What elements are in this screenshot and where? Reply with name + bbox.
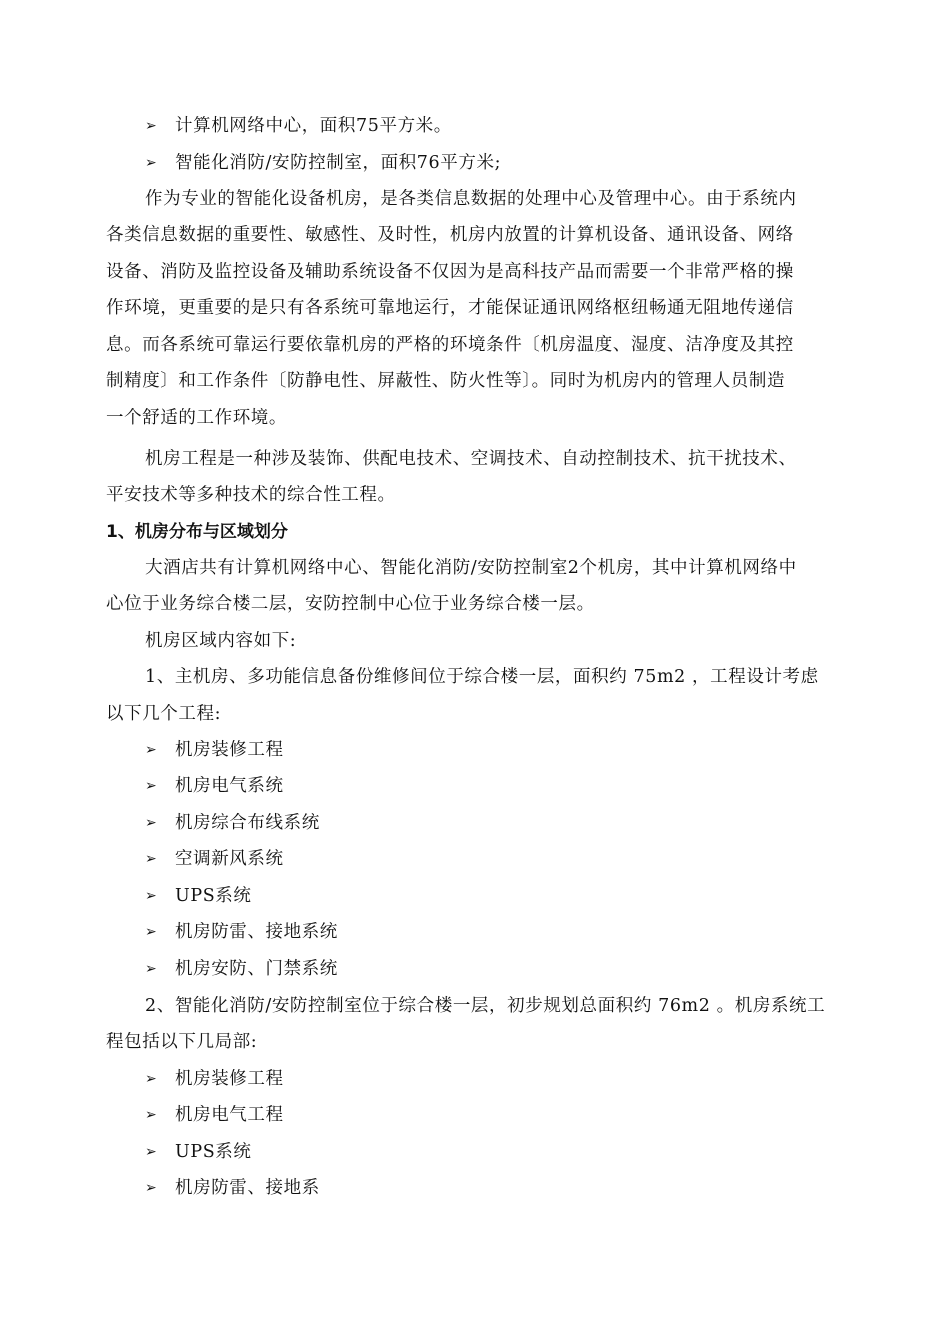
arrow-bullet-icon: ➢ <box>145 961 157 977</box>
paragraph-line: 息。而各系统可靠运行要依靠机房的严格的环境条件〔机房温度、湿度、洁净度及其控 <box>106 335 794 355</box>
list-item-text: UPS系统 <box>175 1142 252 1162</box>
paragraph-line: 各类信息数据的重要性、敏感性、及时性，机房内放置的计算机设备、通讯设备、网络 <box>106 225 794 245</box>
arrow-bullet-icon: ➢ <box>145 851 157 867</box>
arrow-bullet-icon: ➢ <box>145 1107 157 1123</box>
list-item <box>145 847 845 871</box>
arrow-bullet-icon: ➢ <box>145 888 157 904</box>
paragraph-line: 1、主机房、多功能信息备份维修间位于综合楼一层，面积约 75m2 ，工程设计考虑 <box>145 667 819 687</box>
list-item-text: 机房综合布线系统 <box>175 813 320 833</box>
paragraph-line: 程包括以下几局部: <box>106 1032 258 1052</box>
arrow-bullet-icon: ➢ <box>145 118 157 134</box>
list-item-text: 机房装修工程 <box>175 1069 284 1089</box>
list-item-text: 计算机网络中心，面积75平方米。 <box>175 116 452 136</box>
section-heading: 1、机房分布与区域划分 <box>106 522 288 542</box>
list-item <box>145 920 845 944</box>
list-item <box>145 811 845 835</box>
list-item <box>145 957 845 981</box>
list-item <box>145 1067 845 1091</box>
list-item <box>145 151 845 175</box>
list-item-text: 机房防雷、接地系统 <box>175 922 338 942</box>
arrow-bullet-icon: ➢ <box>145 1180 157 1196</box>
arrow-bullet-icon: ➢ <box>145 924 157 940</box>
list-item <box>145 884 845 908</box>
list-item-text: 机房安防、门禁系统 <box>175 959 338 979</box>
list-item-text: 机房电气系统 <box>175 776 284 796</box>
paragraph-line: 作环境，更重要的是只有各系统可靠地运行，才能保证通讯网络枢纽畅通无阻地传递信 <box>106 298 794 318</box>
paragraph-line: 机房区域内容如下: <box>145 631 297 651</box>
arrow-bullet-icon: ➢ <box>145 1144 157 1160</box>
list-item <box>145 114 845 138</box>
arrow-bullet-icon: ➢ <box>145 155 157 171</box>
paragraph-line: 平安技术等多种技术的综合性工程。 <box>106 485 396 505</box>
paragraph-line: 一个舒适的工作环境。 <box>106 408 287 428</box>
arrow-bullet-icon: ➢ <box>145 815 157 831</box>
list-item <box>145 1140 845 1164</box>
paragraph-line: 大酒店共有计算机网络中心、智能化消防/安防控制室2个机房，其中计算机网络中 <box>145 558 797 578</box>
arrow-bullet-icon: ➢ <box>145 742 157 758</box>
list-item-text: 机房电气工程 <box>175 1105 284 1125</box>
paragraph-line: 作为专业的智能化设备机房，是各类信息数据的处理中心及管理中心。由于系统内 <box>145 189 797 209</box>
list-item-text: UPS系统 <box>175 886 252 906</box>
arrow-bullet-icon: ➢ <box>145 778 157 794</box>
paragraph-line: 机房工程是一种涉及装饰、供配电技术、空调技术、自动控制技术、抗干扰技术、 <box>145 449 797 469</box>
list-item <box>145 1176 845 1200</box>
list-item <box>145 774 845 798</box>
list-item-text: 机房装修工程 <box>175 740 284 760</box>
paragraph-line: 制精度〕和工作条件〔防静电性、屏蔽性、防火性等〕。同时为机房内的管理人员制造 <box>106 371 786 391</box>
paragraph-line: 2、智能化消防/安防控制室位于综合楼一层，初步规划总面积约 76m2 。机房系统工 <box>145 996 826 1016</box>
paragraph-line: 设备、消防及监控设备及辅助系统设备不仅因为是高科技产品而需要一个非常严格的操 <box>106 262 794 282</box>
list-item <box>145 738 845 762</box>
list-item <box>145 1103 845 1127</box>
list-item-text: 空调新风系统 <box>175 849 284 869</box>
list-item-text: 智能化消防/安防控制室，面积76平方米; <box>175 153 502 173</box>
list-item-text: 机房防雷、接地系 <box>175 1178 320 1198</box>
paragraph-line: 心位于业务综合楼二层，安防控制中心位于业务综合楼一层。 <box>106 594 595 614</box>
paragraph-line: 以下几个工程: <box>106 704 222 724</box>
arrow-bullet-icon: ➢ <box>145 1071 157 1087</box>
